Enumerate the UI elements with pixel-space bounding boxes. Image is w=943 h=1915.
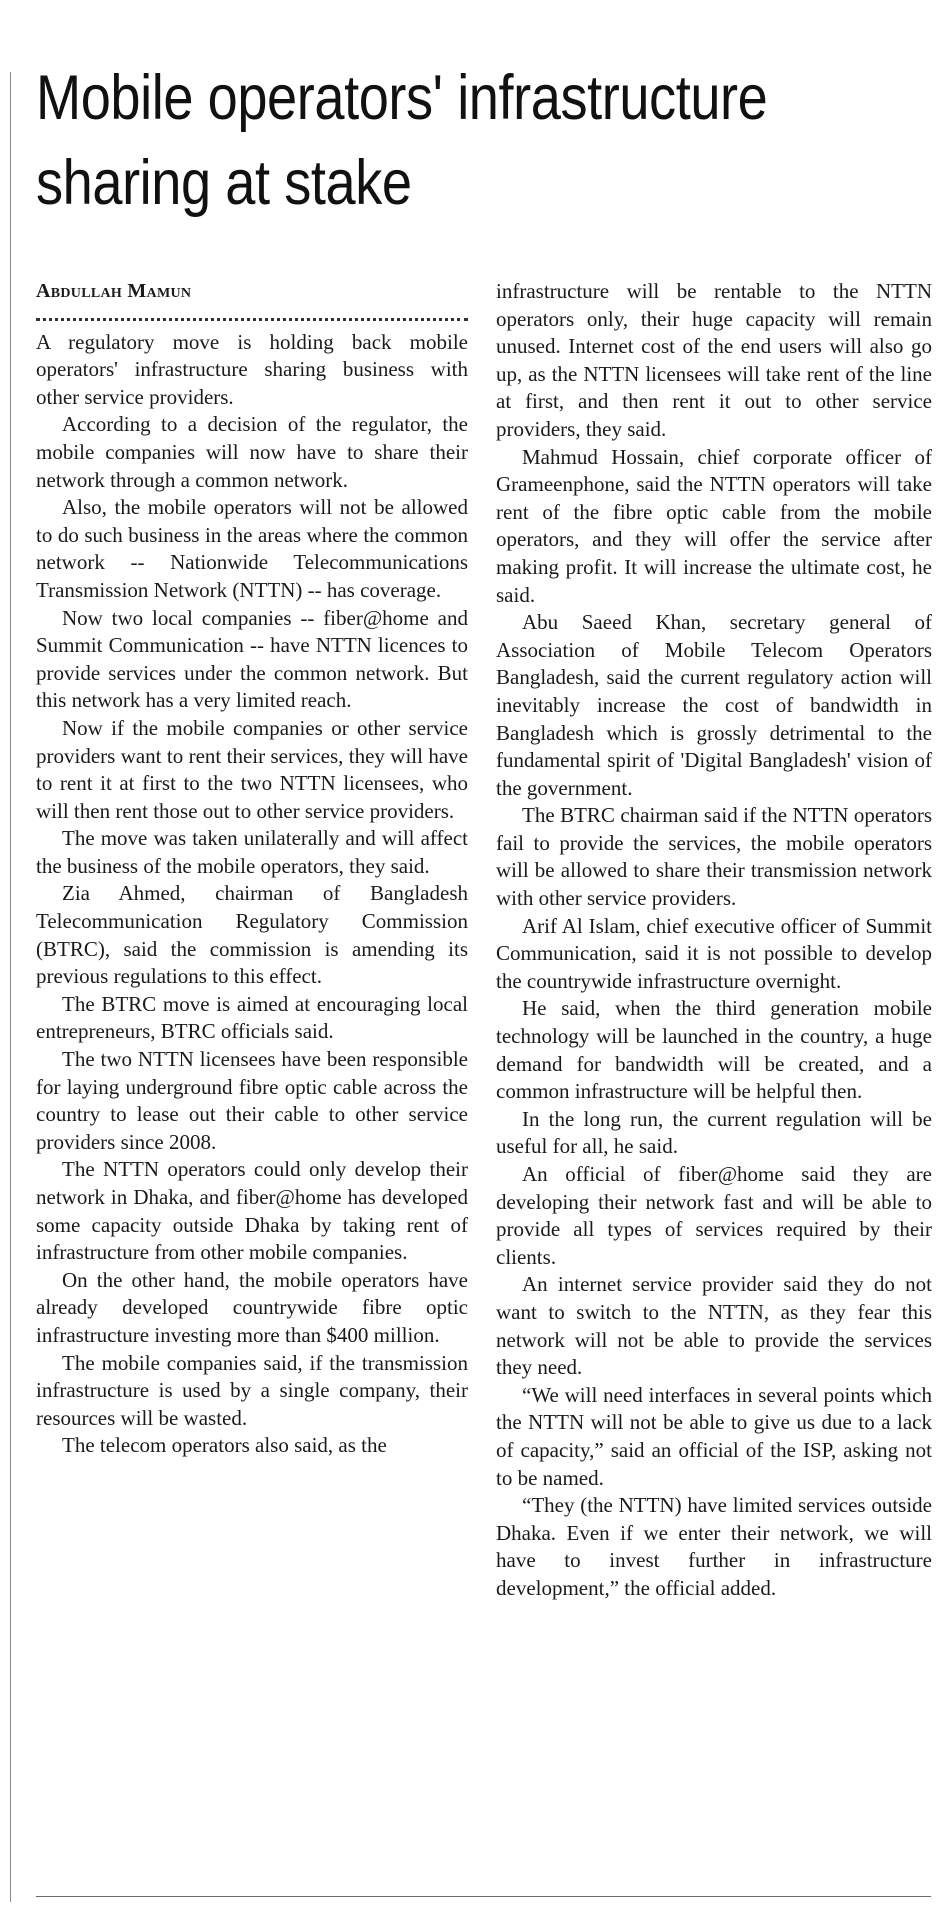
headline-line-1: Mobile operators' infrastructure xyxy=(36,63,768,133)
left-column-rule xyxy=(10,72,11,1902)
body-paragraph: On the other hand, the mobile operators have already developed countrywide fibre optic infrastructure investing more than $400 million. xyxy=(36,1267,468,1347)
body-paragraph: He said, when the third generation mobile technology will be launched in the country, a huge demand for bandwidth will be created, and a common infrastructure will be helpful then. xyxy=(496,996,932,1104)
headline xyxy=(36,56,810,226)
body-paragraph: The mobile companies said, if the transmission infrastructure is used by a single company, their resources will be wasted. xyxy=(36,1350,468,1430)
body-paragraph: Now two local companies -- fiber@home and Summit Communication -- have NTTN licences to provide services under the common network. But this network has a very limited reach. xyxy=(36,605,468,713)
byline-dotted-divider xyxy=(36,306,468,321)
byline: Abdullah Mamun xyxy=(36,280,192,302)
headline-line-2: sharing at stake xyxy=(36,148,412,218)
body-paragraph: The move was taken unilaterally and will affect the business of the mobile operators, they said. xyxy=(36,826,468,878)
body-paragraph: The NTTN operators could only develop their network in Dhaka, and fiber@home has developed some capacity outside Dhaka by taking rent of infrastructure from other mobile companies. xyxy=(36,1157,468,1265)
body-paragraph: Mahmud Hossain, chief corporate officer of Grameenphone, said the NTTN operators will take rent of the fibre optic cable from the mobile operators, and they will offer the service after making profit. It will increase the ultimate cost, he said. xyxy=(496,444,932,607)
body-paragraph-continued: infrastructure will be rentable to the NTTN operators only, their huge capacity will remain unused. Internet cost of the end users will also go up, as the NTTN licensees will take rent of the line at first, and then rent it out to other service providers, they said. xyxy=(496,279,932,441)
body-paragraph: The BTRC chairman said if the NTTN operators fail to provide the services, the mobile operators will be allowed to share their transmission network with other service providers. xyxy=(496,803,932,911)
body-paragraph: The two NTTN licensees have been responsible for laying underground fibre optic cable across the country to lease out their cable to other service providers since 2008. xyxy=(36,1047,468,1154)
body-paragraph: Now if the mobile companies or other service providers want to rent their services, they will have to rent it at first to the two NTTN licensees, who will then rent those out to other service providers. xyxy=(36,715,468,823)
article-column-right xyxy=(496,278,932,1603)
body-paragraph: An internet service provider said they do not want to switch to the NTTN, as they fear this network will not be able to provide the services they need. xyxy=(496,1272,932,1380)
body-paragraph: In the long run, the current regulation will be useful for all, he said. xyxy=(496,1106,932,1159)
body-paragraph: According to a decision of the regulator, the mobile companies will now have to share their network through a common network. xyxy=(36,412,468,492)
body-paragraph: Abu Saeed Khan, secretary general of Association of Mobile Telecom Operators Bangladesh, said the current regulatory action will inevitably increase the cost of bandwidth in Bangladesh which is grossly detrimental to the fundamental spirit of 'Digital Bangladesh' vision of the government. xyxy=(496,610,932,800)
body-paragraph: The BTRC move is aimed at encouraging local entrepreneurs, BTRC officials said. xyxy=(36,991,468,1044)
body-paragraph: Zia Ahmed, chairman of Bangladesh Telecommunication Regulatory Commission (BTRC), said the commission is amending its previous regulations to this effect. xyxy=(36,881,468,989)
bottom-rule xyxy=(36,1896,931,1897)
body-paragraph: Also, the mobile operators will not be allowed to do such business in the areas where the common network -- Nationwide Telecommunications Transmission Network (NTTN) -- has coverage. xyxy=(36,495,468,602)
body-paragraph: “We will need interfaces in several points which the NTTN will not be able to give us due to a lack of capacity,” said an official of the ISP, asking not to be named. xyxy=(496,1382,932,1490)
body-paragraph: The telecom operators also said, as the xyxy=(62,1433,387,1458)
body-paragraph: “They (the NTTN) have limited services outside Dhaka. Even if we enter their network, we will have to invest further in infrastructure development,” the official added. xyxy=(496,1493,932,1600)
article-column-left xyxy=(36,278,468,1460)
body-paragraph: A regulatory move is holding back mobile operators' infrastructure sharing business with other service providers. xyxy=(36,329,468,409)
body-paragraph: An official of fiber@home said they are developing their network fast and will be able to provide all types of services required by their clients. xyxy=(496,1162,932,1269)
body-paragraph: Arif Al Islam, chief executive officer of Summit Communication, said it is not possible to develop the countrywide infrastructure overnight. xyxy=(496,913,932,993)
